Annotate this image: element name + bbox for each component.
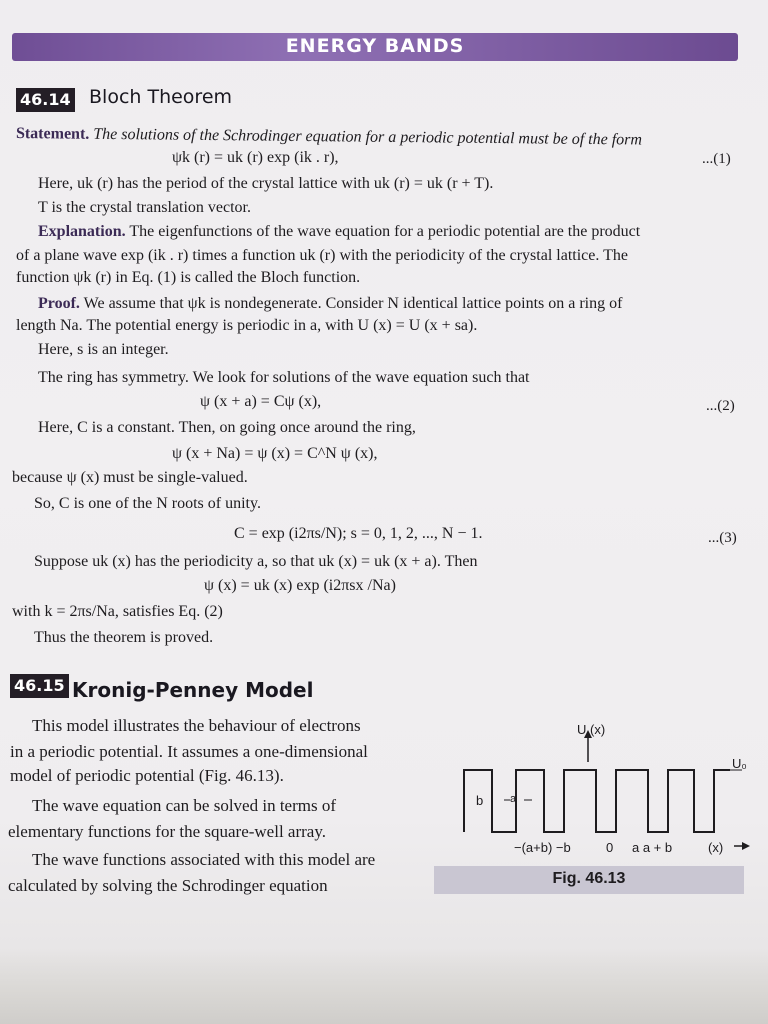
chapter-title: ENERGY BANDS bbox=[285, 35, 465, 57]
u0-label: U₀ bbox=[732, 756, 747, 771]
chapter-header-bar bbox=[12, 33, 738, 61]
text-line: with k = 2πs/Na, satisfies Eq. (2) bbox=[12, 603, 223, 620]
statement-paragraph bbox=[16, 124, 642, 151]
text-line: in a periodic potential. It assumes a one-dimensional bbox=[10, 742, 368, 761]
equation-3-number: ...(3) bbox=[708, 530, 737, 546]
text-line: T is the crystal translation vector. bbox=[38, 199, 251, 216]
text-line: Suppose uk (x) has the periodicity a, so that uk (x) = uk (x + a). Then bbox=[34, 553, 478, 570]
text-line: This model illustrates the behaviour of electrons bbox=[32, 716, 361, 735]
figure-caption-bar bbox=[434, 866, 744, 894]
text-line: calculated by solving the Schrodinger equation bbox=[8, 876, 328, 895]
tick-label-zero: 0 bbox=[606, 840, 614, 855]
equation-1: ψk (r) = uk (r) exp (ik . r), bbox=[172, 149, 339, 166]
equation-2: ψ (x + a) = Cψ (x), bbox=[200, 393, 322, 410]
tick-label-negative: −(a+b) −b bbox=[514, 840, 571, 855]
text-line: Here, uk (r) has the period of the crystal lattice with uk (r) = uk (r + T). bbox=[38, 175, 494, 192]
text-line: model of periodic potential (Fig. 46.13). bbox=[10, 766, 284, 785]
section-title: Kronig-Penney Model bbox=[72, 678, 314, 702]
text-line: Here, s is an integer. bbox=[38, 341, 169, 358]
text-line: Here, C is a constant. Then, on going once around the ring, bbox=[38, 419, 416, 436]
text-line: The wave functions associated with this model are bbox=[32, 850, 376, 869]
text-line: Thus the theorem is proved. bbox=[34, 629, 214, 646]
equation-2-number: ...(2) bbox=[706, 398, 735, 414]
tick-label-positive: a a + b bbox=[632, 840, 673, 855]
x-axis-arrowhead bbox=[742, 842, 750, 850]
text-line: elementary functions for the square-well array. bbox=[8, 822, 326, 841]
equation-ring: ψ (x + Na) = ψ (x) = C^N ψ (x), bbox=[172, 445, 378, 462]
explanation-label: Explanation. bbox=[38, 223, 126, 240]
equation-4: ψ (x) = uk (x) exp (i2πsx /Na) bbox=[204, 577, 396, 594]
text-line: length Na. The potential energy is periodic in a, with U (x) = U (x + sa). bbox=[16, 317, 478, 334]
text-line: The ring has symmetry. We look for solutions of the wave equation such that bbox=[38, 369, 530, 386]
text-line: So, C is one of the N roots of unity. bbox=[34, 495, 261, 512]
text-line: The eigenfunctions of the wave equation for a periodic potential are the product bbox=[129, 223, 641, 240]
text-line: function ψk (r) in Eq. (1) is called the Bloch function. bbox=[16, 269, 361, 286]
proof-paragraph bbox=[38, 294, 622, 314]
explanation-paragraph bbox=[38, 222, 640, 242]
potential-wells-line bbox=[464, 770, 730, 832]
statement-text: The solutions of the Schrodinger equation for a periodic potential must be of the form bbox=[93, 125, 643, 149]
u-of-x-label: U (x) bbox=[577, 722, 606, 737]
section-title: Bloch Theorem bbox=[89, 86, 233, 108]
equation-3: C = exp (i2πs/N); s = 0, 1, 2, ..., N − 1. bbox=[234, 525, 483, 542]
proof-label: Proof. bbox=[38, 295, 80, 312]
page-bottom-shadow bbox=[0, 948, 768, 1024]
a-label: a bbox=[510, 793, 517, 805]
equation-1-number: ...(1) bbox=[702, 151, 731, 167]
statement-label: Statement. bbox=[15, 125, 90, 143]
x-axis-label: (x) bbox=[708, 840, 724, 855]
text-line: We assume that ψk is nondegenerate. Consider N identical lattice points on a ring of bbox=[83, 295, 623, 312]
b-label: b bbox=[476, 793, 484, 808]
section-number-badge: 46.14 bbox=[16, 88, 75, 112]
text-line: because ψ (x) must be single-valued. bbox=[12, 469, 248, 486]
section-number-badge: 46.15 bbox=[10, 674, 69, 698]
figure-caption: Fig. 46.13 bbox=[552, 870, 626, 887]
text-line: The wave equation can be solved in terms of bbox=[32, 796, 337, 815]
text-line: of a plane wave exp (ik . r) times a function uk (r) with the periodicity of the crystal lattice. The bbox=[16, 247, 628, 264]
